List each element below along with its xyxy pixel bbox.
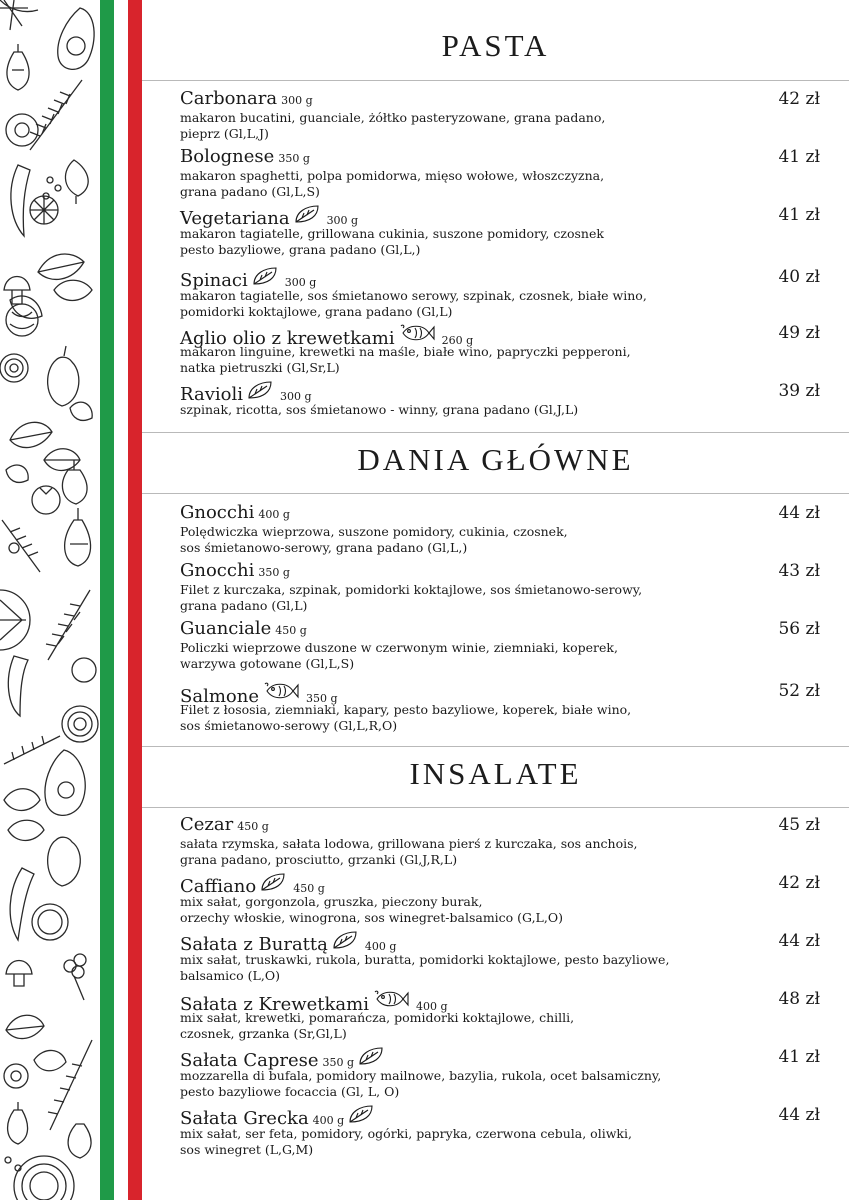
leaf-icon: [252, 266, 278, 290]
garlic-3-sketch-icon: [8, 1102, 28, 1144]
avocado-2-sketch-icon: [45, 750, 85, 815]
section-divider: [142, 432, 849, 433]
dish-weight: 400 g: [415, 1000, 448, 1013]
dish-weight: 350 g: [258, 566, 290, 579]
garlic-4-sketch-icon: [68, 1124, 91, 1158]
flag-green-stripe: [100, 0, 114, 1200]
chili-sketch-icon: [11, 165, 30, 236]
leaf-icon: [247, 380, 273, 404]
menu-item: [180, 930, 820, 984]
avocado-sketch-icon: [58, 8, 94, 69]
lime-sketch-icon: [32, 904, 68, 940]
dish-price: 44 zł: [778, 503, 820, 523]
menu-item: [180, 680, 820, 734]
dish-description-line: mix sałat, ser feta, pomidory, ogórki, papryka, czerwona cebula, oliwki,: [180, 1126, 632, 1141]
dish-description-line: mix sałat, krewetki, pomarańcza, pomidorki koktajlowe, chilli,: [180, 1010, 575, 1025]
leaf-icon: [358, 1046, 384, 1070]
dish-name: Sałata z Krewetkami: [180, 994, 369, 1015]
dish-price: 49 zł: [778, 323, 820, 343]
dish-name: Aglio olio z krewetkami: [180, 328, 395, 349]
tomato-whole-sketch-icon: [32, 486, 60, 514]
dish-description-line: warzywa gotowane (Gl,L,S): [180, 656, 355, 671]
menu-item-header: [180, 266, 820, 291]
section-title: PASTA: [441, 28, 550, 63]
dish-description-line: sos winegret (L,G,M): [180, 1142, 314, 1157]
section-title: DANIA GŁÓWNE: [357, 442, 634, 477]
bell-pepper-2-sketch-icon: [48, 837, 81, 886]
menu-item: [180, 988, 820, 1042]
flag-white-stripe: [114, 0, 128, 1200]
rosemary-3-sketch-icon: [4, 736, 60, 764]
dish-price: 41 zł: [778, 205, 820, 225]
herb-sprig-sketch-icon: [2, 520, 40, 572]
menu-item: [180, 146, 820, 200]
dish-name: Bolognese: [180, 146, 275, 167]
dish-weight: 400 g: [258, 508, 290, 521]
lemon-slice-sketch-icon: [30, 196, 58, 224]
dish-description-line: grana padano, prosciutto, grzanki (Gl,J,R,L): [180, 852, 458, 867]
dish-description-line: pieprz (Gl,L,J): [180, 126, 269, 141]
menu-item-header: [180, 146, 820, 168]
dish-description-line: grana padano (Gl,L): [180, 598, 308, 613]
dish-price: 39 zł: [778, 381, 820, 401]
dish-name: Ravioli: [180, 384, 243, 405]
menu-item-header: [180, 814, 820, 836]
menu-item-header: [180, 380, 820, 405]
dish-weight: 350 g: [322, 1056, 355, 1069]
rosemary-sketch-icon: [30, 80, 82, 150]
dish-description-line: sałata rzymska, sałata lodowa, grillowana pierś z kurczaka, sos anchois,: [180, 836, 638, 851]
section-divider: [142, 807, 849, 808]
dish-price: 43 zł: [778, 561, 820, 581]
menu-item-header: [180, 502, 820, 524]
dish-weight: 350 g: [278, 152, 310, 165]
menu-panel: [142, 0, 849, 1200]
dish-description-line: makaron tagiatelle, sos śmietanowo serowy, szpinak, czosnek, białe wino,: [180, 288, 647, 303]
menu-item-header: [180, 560, 820, 582]
dish-description-line: mozzarella di bufala, pomidory mailnowe, bazylia, rukola, ocet balsamiczny,: [180, 1068, 662, 1083]
section-divider: [142, 746, 849, 747]
dish-weight: 300 g: [281, 94, 313, 107]
menu-item: [180, 88, 820, 142]
menu-item: [180, 204, 820, 258]
dish-price: 42 zł: [778, 89, 820, 109]
dish-description-line: pesto bazyliowe, grana padano (Gl,L,): [180, 242, 421, 257]
dish-description-line: Filet z kurczaka, szpinak, pomidorki koktajlowe, sos śmietanowo-serowy,: [180, 582, 643, 597]
menu-item-header: [180, 872, 820, 897]
dish-description-line: makaron spaghetti, polpa pomidorwa, mięso wołowe, włoszczyzna,: [180, 168, 605, 183]
dish-name: Guanciale: [180, 618, 272, 639]
dish-description-line: natka pietruszki (Gl,Sr,L): [180, 360, 340, 375]
dish-weight: 350 g: [305, 692, 338, 705]
leaf-icon: [332, 930, 358, 954]
onion-rings-2-sketch-icon: [62, 706, 98, 742]
menu-item-header: [180, 1046, 820, 1071]
menu-item-header: [180, 988, 820, 1015]
basil-3-sketch-icon: [6, 1015, 66, 1071]
dish-description-line: makaron linguine, krewetki na maśle, białe wino, papryczki pepperoni,: [180, 344, 631, 359]
dish-description-line: mix sałat, truskawki, rukola, buratta, pomidorki koktajlowe, pesto bazyliowe,: [180, 952, 670, 967]
dish-name: Caffiano: [180, 876, 257, 897]
dish-name: Sałata Caprese: [180, 1050, 319, 1071]
mushroom-sketch-icon: [4, 277, 30, 305]
leaf-small-sketch-icon: [70, 402, 92, 420]
dish-weight: 260 g: [441, 334, 474, 347]
rosemary-4-sketch-icon: [48, 1040, 92, 1130]
dish-price: 40 zł: [778, 267, 820, 287]
dish-weight: 300 g: [326, 214, 359, 227]
onion-bottom-sketch-icon: [14, 1156, 74, 1200]
olive-sketch-icon: [6, 465, 28, 482]
leaf-icon: [260, 872, 286, 896]
menu-item: [180, 1104, 820, 1158]
dish-name: Sałata Grecka: [180, 1108, 309, 1129]
dish-description-line: balsamico (L,O): [180, 968, 280, 983]
menu-item: [180, 380, 820, 418]
flag-red-stripe: [128, 0, 142, 1200]
dish-description-line: sos śmietanowo-serowy (Gl,L,R,O): [180, 718, 398, 733]
dish-price: 41 zł: [778, 147, 820, 167]
dish-name: Cezar: [180, 814, 234, 835]
menu-item-header: [180, 618, 820, 640]
dish-name: Vegetariana: [180, 208, 290, 229]
menu-item: [180, 872, 820, 926]
menu-item: [180, 502, 820, 556]
dish-name: Sałata z Burattą: [180, 934, 328, 955]
menu-item-header: [180, 930, 820, 955]
onion-rings-sketch-icon: [0, 354, 28, 382]
menu-item-header: [180, 322, 820, 349]
dish-name: Gnocchi: [180, 560, 255, 581]
dish-description-line: Filet z łososia, ziemniaki, kapary, pesto bazyliowe, koperek, białe wino,: [180, 702, 632, 717]
dish-name: Carbonara: [180, 88, 278, 109]
menu-item-header: [180, 680, 820, 707]
dish-description-line: czosnek, grzanka (Sr,Gl,L): [180, 1026, 347, 1041]
bell-pepper-sketch-icon: [48, 346, 79, 406]
dish-weight: 400 g: [312, 1114, 345, 1127]
menu-item: [180, 618, 820, 672]
dish-description-line: pomidorki koktajlowe, grana padano (Gl,L): [180, 304, 453, 319]
section-divider: [142, 493, 849, 494]
dish-name: Gnocchi: [180, 502, 255, 523]
dish-price: 41 zł: [778, 1047, 820, 1067]
dish-description-line: orzechy włoskie, winogrona, sos winegret-balsamico (G,L,O): [180, 910, 563, 925]
dish-description-line: szpinak, ricotta, sos śmietanowo - winny, grana padano (Gl,J,L): [180, 402, 579, 417]
dish-weight: 450 g: [237, 820, 269, 833]
tomato-sketch-icon: [6, 114, 38, 146]
dish-name: Spinaci: [180, 270, 248, 291]
lemon-half-sketch-icon: [0, 590, 30, 650]
tomato-2-sketch-icon: [72, 658, 96, 682]
basil-cluster-sketch-icon: [10, 422, 80, 470]
dish-weight: 450 g: [275, 624, 307, 637]
chili-2-sketch-icon: [8, 656, 28, 716]
menu-item: [180, 814, 820, 868]
vegetable-sketch-decoration: [0, 0, 100, 1200]
dish-description-line: grana padano (Gl,L,S): [180, 184, 320, 199]
garlic-bulb-sketch-icon: [65, 508, 91, 566]
dish-price: 56 zł: [778, 619, 820, 639]
dish-weight: 450 g: [293, 882, 325, 895]
garlic-sketch-icon: [7, 44, 29, 90]
menu-item: [180, 322, 820, 376]
garlic-2-sketch-icon: [62, 460, 87, 504]
artichoke-sketch-icon: [6, 304, 38, 336]
dish-description-line: Policzki wieprzowe duszone w czerwonym winie, ziemniaki, koperek,: [180, 640, 618, 655]
dish-description-line: mix sałat, gorgonzola, gruszka, pieczony burak,: [180, 894, 483, 909]
leaf-icon: [294, 204, 320, 228]
tomato-slice-sketch-icon: [4, 1064, 28, 1088]
dish-weight: 300 g: [284, 276, 317, 289]
menu-item: [180, 266, 820, 320]
dish-price: 45 zł: [778, 815, 820, 835]
chili-3-sketch-icon: [10, 868, 34, 940]
dish-description-line: pesto bazyliowe focaccia (Gl, L, O): [180, 1084, 400, 1099]
onion-sketch-icon: [65, 160, 88, 204]
menu-item-header: [180, 1104, 820, 1129]
dish-price: 44 zł: [778, 931, 820, 951]
dish-price: 42 zł: [778, 873, 820, 893]
basil-2-sketch-icon: [4, 789, 44, 841]
lemon-sketch-icon: [0, 0, 38, 30]
dish-price: 44 zł: [778, 1105, 820, 1125]
menu-item: [180, 560, 820, 614]
section-divider: [142, 80, 849, 81]
menu-item-header: [180, 88, 820, 110]
dish-weight: 400 g: [364, 940, 397, 953]
dish-price: 48 zł: [778, 989, 820, 1009]
basil-sketch-icon: [10, 254, 92, 318]
dish-price: 52 zł: [778, 681, 820, 701]
dish-description-line: sos śmietanowo-serowy, grana padano (Gl,L,): [180, 540, 468, 555]
dish-name: Salmone: [180, 686, 259, 707]
dish-weight: 300 g: [279, 390, 312, 403]
mushroom-2-sketch-icon: [6, 961, 32, 987]
menu-item-header: [180, 204, 820, 229]
parsley-sketch-icon: [64, 954, 86, 1000]
dish-description-line: makaron tagiatelle, grillowana cukinia, suszone pomidory, czosnek: [180, 226, 604, 241]
dish-description-line: makaron bucatini, guanciale, żółtko pasteryzowane, grana padano,: [180, 110, 606, 125]
menu-item: [180, 1046, 820, 1100]
leaf-icon: [348, 1104, 374, 1128]
rosemary-2-sketch-icon: [46, 590, 90, 660]
section-title: INSALATE: [409, 756, 582, 791]
dish-description-line: Polędwiczka wieprzowa, suszone pomidory, cukinia, czosnek,: [180, 524, 568, 539]
